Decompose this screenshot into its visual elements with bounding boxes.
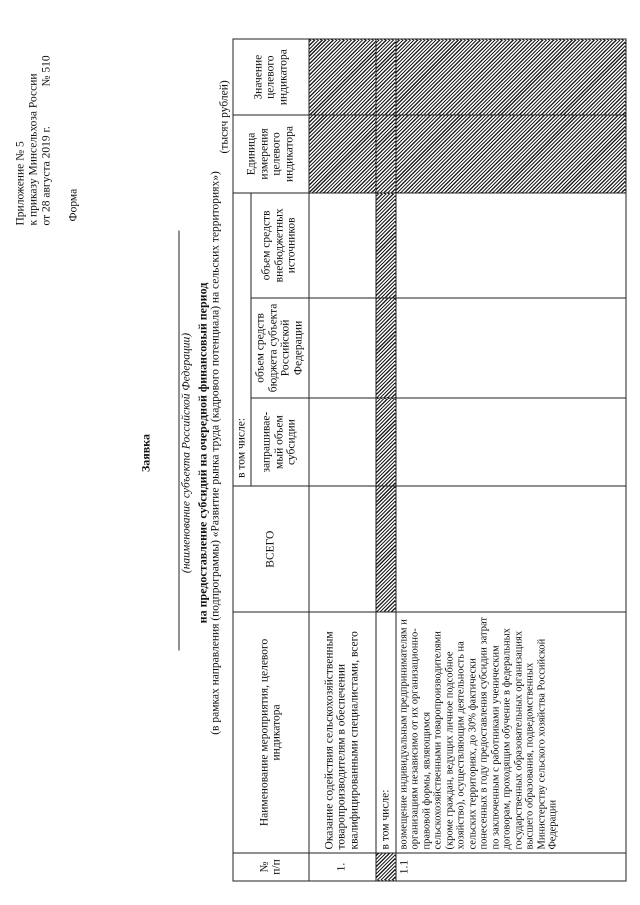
cell-total[interactable] [395, 486, 625, 612]
row-name: возмещение индивидуальным предпринимателям и организациям независимо от их организационно-правовой формы, являющимся сельскохозяйственными товаропроизводителями (кроме граждан, ведущих личное подсобное хозяйство), осуществляющим деятельность на сельских территориях, до 30% фактически понесенных в году предоставления субсидии затрат по заключенным с работниками ученическим договорам, проходящим обучение в федеральных государственных образовательных организациях высшего образования, подведомственных Министерству сельского хозяйства Российской Федерации [395, 611, 625, 852]
cell-total-hatched [375, 486, 395, 612]
order-date: от 28 августа 2019 г. [40, 125, 52, 225]
header-including: в том числе: [233, 192, 251, 486]
cell-regional-budget[interactable] [395, 298, 625, 398]
row-num: 1. [308, 852, 375, 880]
subtitle-main: на предоставление субсидий на очередной финансовый период [195, 282, 209, 623]
units-label: (тысяч рублей) [218, 79, 230, 153]
table-row [395, 39, 625, 881]
cell-unit-hatched [395, 115, 625, 192]
cell-value-hatched [375, 39, 395, 115]
cell-requested[interactable] [308, 397, 375, 486]
date-line [40, 55, 53, 225]
cell-extrabudget[interactable] [395, 192, 625, 297]
cell-regional-budget-hatched [375, 298, 395, 398]
header-num: № п/п [233, 852, 309, 880]
header-total: ВСЕГО [233, 486, 309, 612]
subtitle-program: (в рамках направления (подпрограммы) «Развитие рынка труда (кадрового потенциала) на сельских территориях») [209, 170, 221, 735]
cell-total[interactable] [308, 486, 375, 612]
row-name: в том числе: [375, 611, 395, 852]
form-label: Форма [67, 188, 79, 221]
cell-regional-budget[interactable] [308, 298, 375, 398]
order-number: № 510 [40, 54, 52, 86]
order-line: к приказу Минсельхоза России [27, 72, 39, 225]
subject-caption: (наименование субъекта Российской Федерации) [180, 332, 192, 573]
page-title: Заявка [138, 433, 152, 472]
row-num-hatched [375, 852, 395, 880]
cell-unit-hatched [375, 115, 395, 192]
row-num: 1.1 [395, 852, 625, 880]
table-row [375, 39, 395, 881]
cell-requested-hatched [375, 397, 395, 486]
cell-value-hatched [308, 39, 375, 115]
cell-extrabudget[interactable] [308, 192, 375, 297]
row-name: Оказание содействия сельскохозяйственным товаропроизводителям в обеспечении квалифицированными специалистами, всего [308, 611, 375, 852]
appendix-label: Приложение № 5 [14, 140, 26, 225]
cell-unit-hatched [308, 115, 375, 192]
header-unit: Единица измерения целевого индикатора [233, 115, 309, 192]
cell-requested[interactable] [395, 397, 625, 486]
header-name: Наименование мероприятия, целевого индикатора [233, 611, 309, 852]
header-value: Значение целевого индикатора [233, 39, 309, 115]
cell-extrabudget-hatched [375, 192, 395, 297]
table-row [308, 39, 375, 881]
subject-underline [178, 230, 179, 650]
document-header [14, 55, 80, 225]
application-table [232, 38, 626, 881]
header-requested: запрашивае-мый объем субсидии [250, 397, 308, 486]
header-regional-budget: объем средств бюджета субъекта Российской Федерации [250, 298, 308, 398]
header-extrabudget: объем средств внебюджетных источников [250, 192, 308, 297]
cell-value-hatched [395, 39, 625, 115]
